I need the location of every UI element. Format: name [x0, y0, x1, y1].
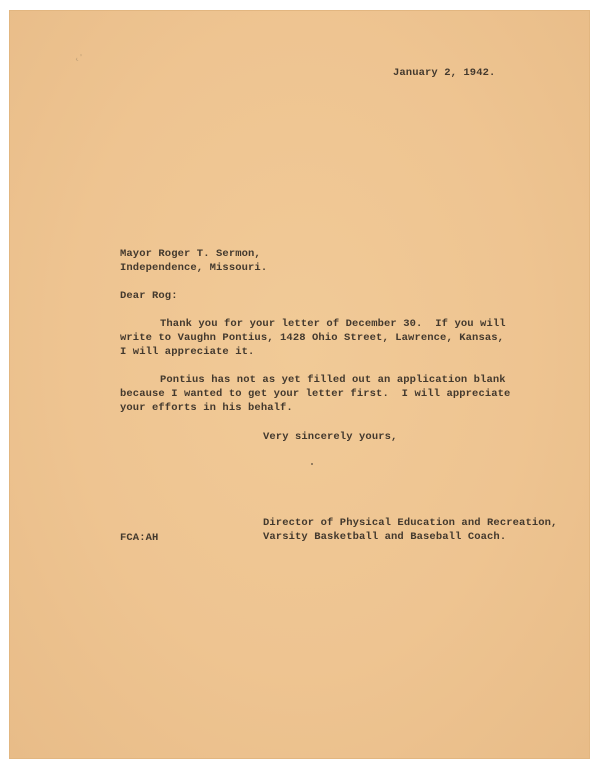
letter-date: January 2, 1942. — [393, 67, 496, 79]
ink-speck — [311, 463, 313, 465]
paragraph2-line1: Pontius has not as yet filled out an application blank — [160, 374, 506, 386]
recipient-address: Independence, Missouri. — [120, 262, 268, 274]
paragraph2-line2: because I wanted to get your letter first. I will appreciate — [120, 388, 511, 400]
corner-mark: ‹ ’ — [73, 52, 85, 65]
paragraph1-line3: I will appreciate it. — [120, 346, 255, 358]
recipient-name: Mayor Roger T. Sermon, — [120, 248, 261, 260]
paragraph1-line2: write to Vaughn Pontius, 1428 Ohio Street, Lawrence, Kansas, — [120, 332, 505, 344]
paragraph1-line1: Thank you for your letter of December 30. If you will — [160, 318, 506, 330]
signature-title-line2: Varsity Basketball and Baseball Coach. — [263, 531, 507, 543]
letter-page — [9, 10, 590, 759]
closing: Very sincerely yours, — [263, 431, 398, 443]
salutation: Dear Rog: — [120, 290, 178, 302]
paragraph2-line3: your efforts in his behalf. — [120, 402, 293, 414]
signature-title-line1: Director of Physical Education and Recreation, — [263, 517, 558, 529]
typist-initials: FCA:AH — [120, 532, 159, 544]
